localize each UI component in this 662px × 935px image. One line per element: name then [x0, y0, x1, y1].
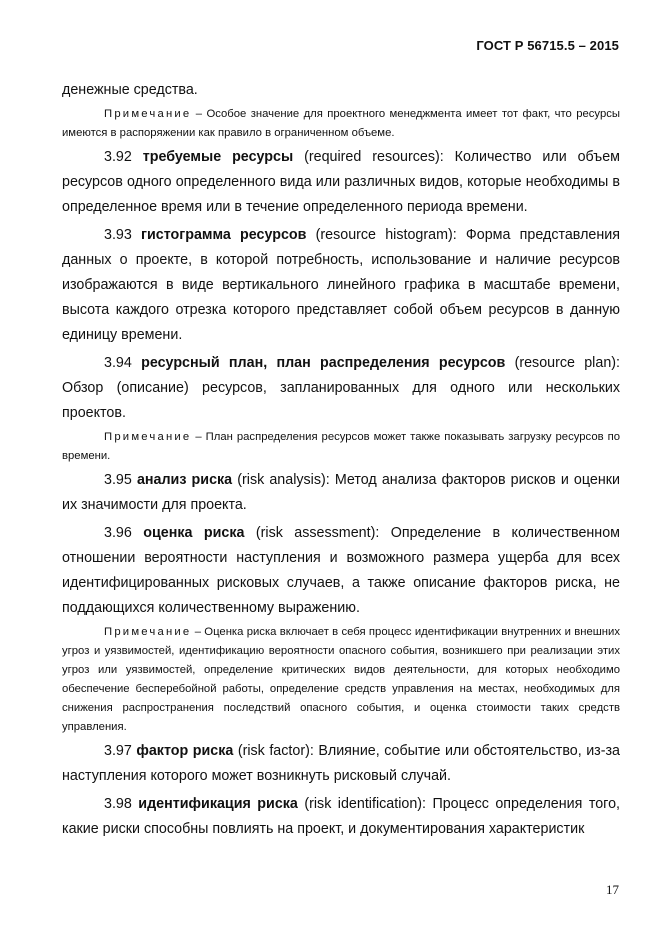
- note-risk-assessment: [62, 623, 620, 737]
- note-text: – Особое значение для проектного менеджмента имеет тот факт, что ресурсы имеются в распоряжении как правило в ограниченном объеме.: [62, 108, 620, 139]
- intro-line: денежные средства.: [62, 82, 198, 98]
- term-title: идентификация риска: [138, 796, 298, 812]
- note-label: Примечание: [104, 431, 192, 443]
- note-label: Примечание: [104, 108, 192, 120]
- note-resources: [62, 105, 620, 143]
- term-definition: (resource plan): Обзор (описание) ресурсов, запланированных для одного или нескольких проектов.: [62, 355, 620, 421]
- note-resource-plan: [62, 428, 620, 466]
- term-3-96: [62, 521, 620, 621]
- term-3-95: [62, 468, 620, 518]
- term-number: 3.93: [104, 227, 142, 243]
- term-3-97: [62, 739, 620, 789]
- note-label: Примечание: [104, 626, 192, 638]
- page-header: ГОСТ Р 56715.5 – 2015: [476, 38, 619, 53]
- term-definition: (risk factor): Влияние, событие или обстоятельство, из-за наступления которого может возникнуть рисковый случай.: [62, 743, 620, 784]
- term-3-94: [62, 351, 620, 426]
- term-definition: (risk identification): Процесс определения того, какие риски способны повлиять на проект, и документирования характеристик: [62, 796, 620, 837]
- term-number: 3.96: [104, 525, 144, 541]
- term-definition: (risk analysis): Метод анализа факторов рисков и оценки их значимости для проекта.: [62, 472, 620, 513]
- term-definition: (resource histogram): Форма представления данных о проекте, в которой потребность, использование и наличие ресурсов изображаются в виде вертикального линейного графика в масштабе времени, высота каждого отрезка которого представляет собой объем ресурсов в данную единицу времени.: [62, 227, 620, 343]
- term-3-93: [62, 223, 620, 348]
- note-text: – Оценка риска включает в себя процесс идентификации внутренних и внешних угроз и уязвимостей, идентификацию вероятности опасного события, возникшего при реализации этих угроз или уязвимостей, определение критических видов деятельности, для которых необходимо обеспечение бесперебойной работы, определение средств управления на местах, необходимых для снижения распространения последствий опасного события, и оценка стоимости таких средств управления.: [62, 626, 620, 733]
- term-definition: (required resources): Количество или объем ресурсов одного определенного вида или различных видов, которые необходимы в определенное время или в течение определенного периода времени.: [62, 149, 620, 215]
- term-title: оценка риска: [143, 525, 245, 541]
- term-title: фактор риска: [136, 743, 234, 759]
- term-title: требуемые ресурсы: [142, 149, 294, 165]
- page-number: 17: [606, 882, 619, 897]
- term-3-92: [62, 145, 620, 220]
- term-number: 3.97: [104, 743, 137, 759]
- term-title: гистограмма ресурсов: [141, 227, 307, 243]
- term-number: 3.95: [104, 472, 137, 488]
- note-text: – План распределения ресурсов может также показывать загрузку ресурсов по времени.: [62, 431, 620, 462]
- term-number: 3.98: [104, 796, 139, 812]
- term-title: анализ риска: [136, 472, 233, 488]
- document-body: [62, 78, 620, 842]
- term-definition: (risk assessment): Определение в количественном отношении вероятности наступления и возможного размера ущерба для всех идентифицированных рисковых случаев, а также описание факторов риска, не поддающихся количественному выражению.: [62, 525, 620, 616]
- term-title: ресурсный план, план распределения ресурсов: [141, 355, 506, 371]
- term-number: 3.92: [104, 149, 143, 165]
- term-number: 3.94: [104, 355, 142, 371]
- term-3-98: [62, 792, 620, 842]
